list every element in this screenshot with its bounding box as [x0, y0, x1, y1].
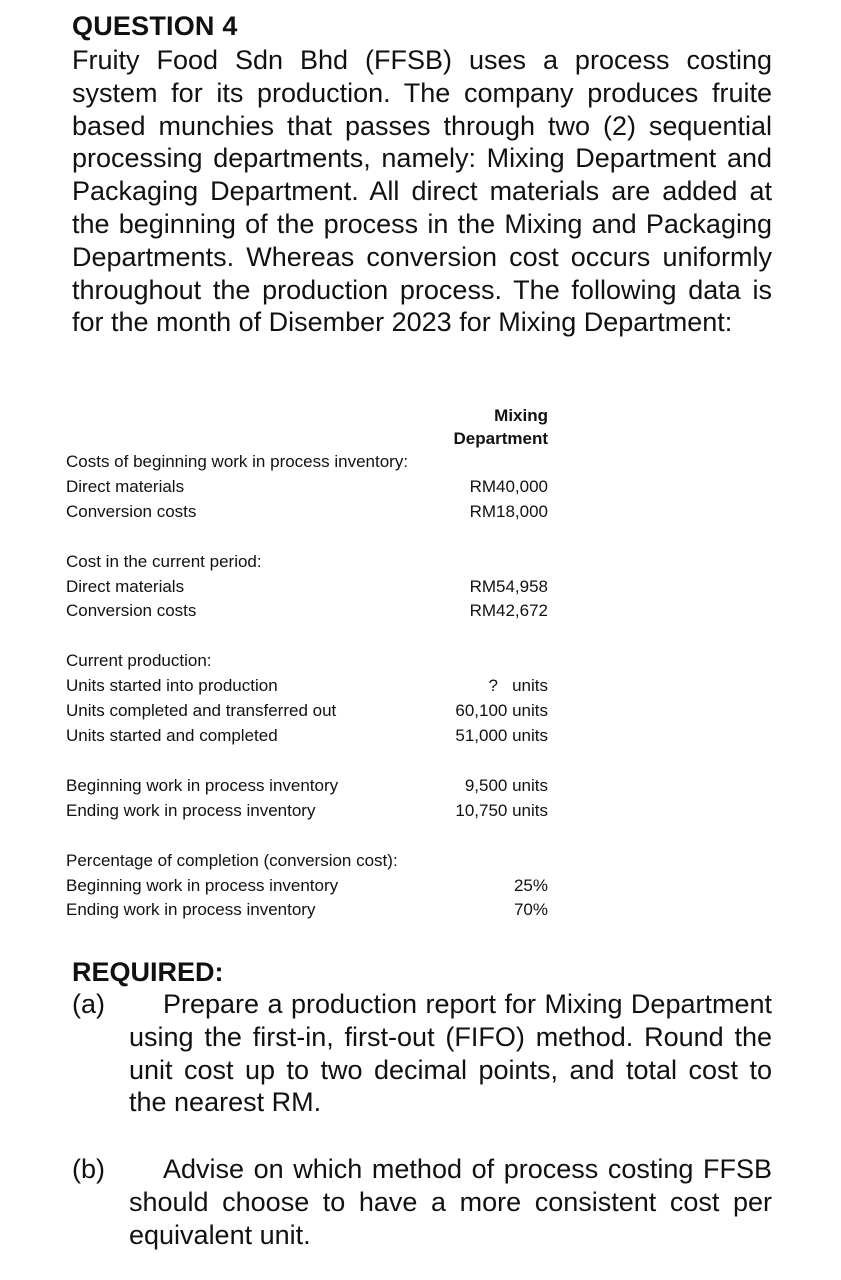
table-row: [66, 699, 556, 724]
required-item-marker: (a): [72, 989, 105, 1019]
section-spacer: [66, 749, 556, 774]
row-value: RM18,000: [469, 501, 548, 521]
row-label: Units started and completed: [66, 726, 278, 746]
row-value: 51,000 units: [455, 726, 548, 746]
table-row: [66, 674, 556, 699]
question-title: QUESTION 4: [72, 11, 238, 41]
required-title: REQUIRED:: [72, 957, 224, 987]
row-value: 25%: [513, 875, 548, 895]
table-row: [66, 500, 556, 525]
table-row: [66, 874, 556, 899]
required-item-text: Advise on which method of process costing FFSB should choose to have a more consistent cost per equivalent unit.: [129, 1154, 772, 1250]
row-value: RM40,000: [469, 476, 548, 496]
row-label: Ending work in process inventory: [66, 800, 316, 820]
row-value: 70%: [513, 900, 548, 920]
required-item-text: Prepare a production report for Mixing Department using the first-in, first-out (FIFO) method. Round the unit cost up to two decimal points, and total cost to the nearest RM.: [129, 989, 772, 1118]
row-label: Direct materials: [66, 476, 185, 496]
question-intro: Fruity Food Sdn Bhd (FFSB) uses a process costing system for its production. The company produces fruite based munchies that passes through two (2) sequential processing departments, namely: Mixing Department and Packaging Department. All direct materials are added at the beginning of the process in the Mixing and Packaging Departments. Whereas conversion cost occurs uniformly throughout the production process. The following data is for the month of Disember 2023 for Mixing Department:: [72, 45, 772, 338]
required-item-b: [72, 1153, 772, 1251]
row-label: Current production:: [66, 651, 212, 671]
section-spacer: [66, 824, 556, 849]
section-heading-completion: [66, 849, 556, 874]
section-spacer: [66, 525, 556, 550]
column-header-line-1: Mixing: [494, 406, 548, 425]
row-label: Costs of beginning work in process inventory:: [66, 452, 409, 471]
row-label: Ending work in process inventory: [66, 900, 316, 920]
row-value: ? units: [488, 676, 548, 696]
table-row: [66, 774, 556, 799]
table-row: [66, 599, 556, 624]
required-item-marker: (b): [72, 1154, 105, 1184]
row-label: Conversion costs: [66, 601, 197, 621]
row-label: Units completed and transferred out: [66, 701, 337, 721]
row-label: Conversion costs: [66, 501, 197, 521]
row-value: 60,100 units: [455, 701, 548, 721]
table-row: [66, 575, 556, 600]
section-heading-current-production: [66, 649, 556, 674]
table-row: [66, 799, 556, 824]
row-value: RM54,958: [469, 576, 548, 596]
table-row: [66, 475, 556, 500]
column-header-line-2: Department: [453, 429, 548, 448]
table-row: [66, 898, 556, 923]
section-spacer: [66, 624, 556, 649]
table-row: [66, 724, 556, 749]
row-label: Direct materials: [66, 576, 185, 596]
row-label: Percentage of completion (conversion cost):: [66, 850, 398, 870]
section-heading-current-costs: [66, 550, 556, 575]
row-value: 9,500 units: [464, 775, 548, 795]
row-label: Beginning work in process inventory: [66, 775, 339, 795]
section-heading-beginning-wip-costs: [66, 450, 556, 475]
row-value: RM42,672: [469, 601, 548, 621]
row-label: Beginning work in process inventory: [66, 875, 339, 895]
row-label: Units started into production: [66, 676, 278, 696]
cost-data-table: [66, 450, 556, 923]
row-label: Cost in the current period:: [66, 551, 262, 571]
column-header-mixing-department: [420, 404, 548, 450]
row-value: 10,750 units: [455, 800, 548, 820]
required-item-a: [72, 988, 772, 1119]
